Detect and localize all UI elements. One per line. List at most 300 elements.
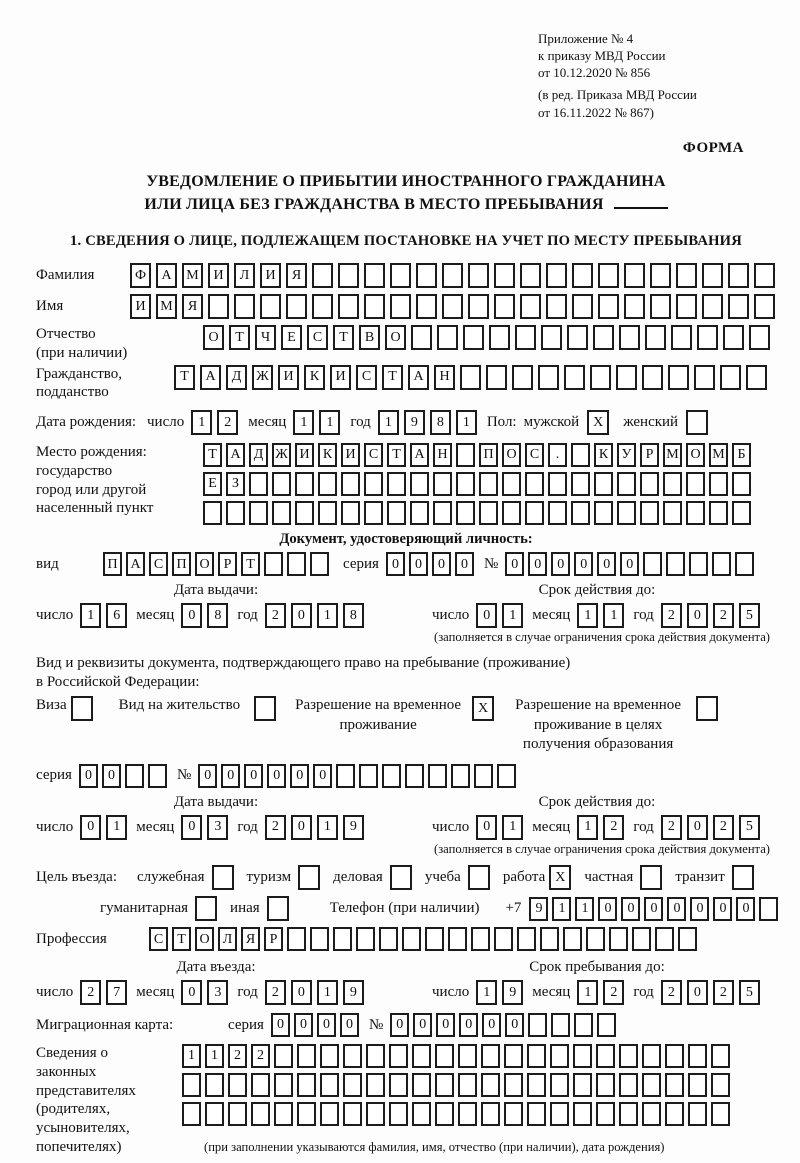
char-cell[interactable]: 0 [181, 603, 202, 628]
char-cell[interactable]: 0 [409, 552, 428, 576]
char-cell[interactable]: 0 [181, 815, 202, 840]
char-cell[interactable] [546, 263, 567, 288]
char-cell[interactable]: 2 [265, 980, 286, 1005]
char-cell[interactable]: 2 [217, 410, 238, 435]
char-cell[interactable] [451, 764, 470, 788]
char-cell[interactable] [481, 1073, 500, 1097]
char-cell[interactable] [251, 1073, 270, 1097]
char-cell[interactable]: Р [264, 927, 283, 951]
char-cell[interactable] [571, 501, 590, 525]
char-cell[interactable]: 8 [430, 410, 451, 435]
char-cell[interactable]: 1 [191, 410, 212, 435]
char-cell[interactable] [697, 325, 718, 350]
char-cell[interactable] [574, 1013, 593, 1037]
char-cell[interactable] [749, 325, 770, 350]
char-cell[interactable]: 2 [661, 980, 682, 1005]
char-cell[interactable] [463, 325, 484, 350]
char-cell[interactable]: Е [281, 325, 302, 350]
char-cell[interactable]: 2 [603, 980, 624, 1005]
char-cell[interactable] [468, 263, 489, 288]
char-cell[interactable] [546, 294, 567, 319]
char-cell[interactable] [274, 1073, 293, 1097]
char-cell[interactable] [709, 472, 728, 496]
char-cell[interactable] [720, 365, 741, 390]
char-cell[interactable] [405, 764, 424, 788]
char-cell[interactable] [666, 552, 685, 576]
char-cell[interactable] [341, 472, 360, 496]
char-cell[interactable] [205, 1102, 224, 1126]
char-cell[interactable]: 0 [736, 897, 755, 921]
char-cell[interactable] [619, 325, 640, 350]
char-cell[interactable] [486, 365, 507, 390]
char-cell[interactable] [442, 294, 463, 319]
char-cell[interactable]: С [149, 927, 168, 951]
char-cell[interactable] [598, 263, 619, 288]
char-cell[interactable] [336, 764, 355, 788]
char-cell[interactable]: Я [286, 263, 307, 288]
char-cell[interactable] [458, 1073, 477, 1097]
char-cell[interactable] [686, 472, 705, 496]
char-cell[interactable]: Л [234, 263, 255, 288]
char-cell[interactable] [205, 1073, 224, 1097]
char-cell[interactable]: 0 [505, 1013, 524, 1037]
char-cell[interactable] [228, 1102, 247, 1126]
char-cell[interactable] [528, 1013, 547, 1037]
char-cell[interactable] [312, 263, 333, 288]
char-cell[interactable] [619, 1073, 638, 1097]
char-cell[interactable]: И [208, 263, 229, 288]
char-cell[interactable] [694, 365, 715, 390]
char-cell[interactable] [379, 927, 398, 951]
char-cell[interactable] [364, 472, 383, 496]
char-cell[interactable] [295, 472, 314, 496]
char-cell[interactable] [249, 472, 268, 496]
char-cell[interactable] [382, 764, 401, 788]
char-cell[interactable]: М [156, 294, 177, 319]
char-cell[interactable]: О [195, 927, 214, 951]
char-cell[interactable] [689, 552, 708, 576]
char-cell[interactable] [320, 1073, 339, 1097]
char-cell[interactable] [389, 1102, 408, 1126]
char-cell[interactable] [590, 365, 611, 390]
char-cell[interactable] [479, 501, 498, 525]
char-cell[interactable]: Я [241, 927, 260, 951]
edu-permit-checkbox[interactable] [696, 696, 718, 721]
char-cell[interactable] [182, 1102, 201, 1126]
char-cell[interactable]: 5 [739, 980, 760, 1005]
char-cell[interactable] [754, 263, 775, 288]
char-cell[interactable] [456, 472, 475, 496]
char-cell[interactable] [563, 927, 582, 951]
char-cell[interactable] [678, 927, 697, 951]
char-cell[interactable]: С [307, 325, 328, 350]
char-cell[interactable] [572, 263, 593, 288]
char-cell[interactable]: 1 [575, 897, 594, 921]
char-cell[interactable]: П [172, 552, 191, 576]
char-cell[interactable]: О [195, 552, 214, 576]
char-cell[interactable] [297, 1044, 316, 1068]
char-cell[interactable] [525, 501, 544, 525]
char-cell[interactable] [390, 294, 411, 319]
char-cell[interactable]: 0 [667, 897, 686, 921]
char-cell[interactable]: Т [387, 443, 406, 467]
char-cell[interactable] [338, 294, 359, 319]
char-cell[interactable] [389, 1073, 408, 1097]
char-cell[interactable] [504, 1102, 523, 1126]
char-cell[interactable]: Т [172, 927, 191, 951]
char-cell[interactable] [234, 294, 255, 319]
char-cell[interactable]: 1 [182, 1044, 201, 1068]
char-cell[interactable] [226, 501, 245, 525]
char-cell[interactable]: 9 [404, 410, 425, 435]
char-cell[interactable] [416, 263, 437, 288]
char-cell[interactable]: 1 [577, 980, 598, 1005]
char-cell[interactable]: В [359, 325, 380, 350]
char-cell[interactable]: З [226, 472, 245, 496]
char-cell[interactable]: 2 [661, 603, 682, 628]
char-cell[interactable] [671, 325, 692, 350]
purpose-humanitarian-checkbox[interactable] [195, 896, 217, 921]
char-cell[interactable]: 1 [502, 815, 523, 840]
char-cell[interactable] [433, 501, 452, 525]
char-cell[interactable]: 0 [476, 603, 497, 628]
char-cell[interactable] [297, 1102, 316, 1126]
char-cell[interactable] [642, 1073, 661, 1097]
char-cell[interactable] [619, 1044, 638, 1068]
char-cell[interactable]: 1 [106, 815, 127, 840]
char-cell[interactable] [320, 1044, 339, 1068]
char-cell[interactable] [343, 1044, 362, 1068]
char-cell[interactable] [550, 1073, 569, 1097]
char-cell[interactable]: 0 [620, 552, 639, 576]
char-cell[interactable]: О [686, 443, 705, 467]
char-cell[interactable]: Я [182, 294, 203, 319]
char-cell[interactable] [366, 1102, 385, 1126]
char-cell[interactable] [640, 501, 659, 525]
char-cell[interactable] [502, 472, 521, 496]
char-cell[interactable] [702, 263, 723, 288]
char-cell[interactable] [594, 472, 613, 496]
char-cell[interactable]: 0 [505, 552, 524, 576]
char-cell[interactable] [228, 1073, 247, 1097]
char-cell[interactable] [312, 294, 333, 319]
char-cell[interactable] [448, 927, 467, 951]
char-cell[interactable] [481, 1102, 500, 1126]
char-cell[interactable] [343, 1073, 362, 1097]
char-cell[interactable]: 0 [244, 764, 263, 788]
char-cell[interactable] [320, 1102, 339, 1126]
char-cell[interactable] [287, 552, 306, 576]
char-cell[interactable] [665, 1102, 684, 1126]
char-cell[interactable] [711, 1044, 730, 1068]
char-cell[interactable]: Т [229, 325, 250, 350]
char-cell[interactable]: 1 [577, 815, 598, 840]
char-cell[interactable]: А [200, 365, 221, 390]
char-cell[interactable]: Д [249, 443, 268, 467]
char-cell[interactable] [597, 1013, 616, 1037]
char-cell[interactable] [619, 1102, 638, 1126]
char-cell[interactable]: Т [382, 365, 403, 390]
purpose-transit-checkbox[interactable] [732, 865, 754, 890]
char-cell[interactable] [642, 365, 663, 390]
char-cell[interactable] [366, 1044, 385, 1068]
char-cell[interactable]: 1 [319, 410, 340, 435]
char-cell[interactable] [435, 1073, 454, 1097]
char-cell[interactable]: 3 [207, 815, 228, 840]
char-cell[interactable]: 0 [690, 897, 709, 921]
char-cell[interactable] [494, 294, 515, 319]
residence-permit-checkbox[interactable] [254, 696, 276, 721]
char-cell[interactable] [617, 472, 636, 496]
char-cell[interactable]: И [130, 294, 151, 319]
char-cell[interactable] [343, 1102, 362, 1126]
char-cell[interactable]: 2 [713, 815, 734, 840]
char-cell[interactable]: 1 [317, 980, 338, 1005]
char-cell[interactable] [442, 263, 463, 288]
char-cell[interactable]: Ф [130, 263, 151, 288]
char-cell[interactable] [732, 501, 751, 525]
char-cell[interactable]: О [203, 325, 224, 350]
char-cell[interactable] [668, 365, 689, 390]
char-cell[interactable] [645, 325, 666, 350]
char-cell[interactable] [494, 263, 515, 288]
char-cell[interactable]: Б [732, 443, 751, 467]
char-cell[interactable]: А [408, 365, 429, 390]
char-cell[interactable] [593, 325, 614, 350]
char-cell[interactable]: И [295, 443, 314, 467]
char-cell[interactable] [479, 472, 498, 496]
char-cell[interactable]: 7 [106, 980, 127, 1005]
char-cell[interactable] [356, 927, 375, 951]
char-cell[interactable] [527, 1044, 546, 1068]
char-cell[interactable]: 0 [181, 980, 202, 1005]
char-cell[interactable] [125, 764, 144, 788]
char-cell[interactable] [412, 1044, 431, 1068]
char-cell[interactable]: Р [640, 443, 659, 467]
char-cell[interactable] [538, 365, 559, 390]
char-cell[interactable] [548, 501, 567, 525]
char-cell[interactable] [571, 472, 590, 496]
char-cell[interactable] [474, 764, 493, 788]
char-cell[interactable]: 1 [205, 1044, 224, 1068]
char-cell[interactable]: М [182, 263, 203, 288]
char-cell[interactable] [364, 294, 385, 319]
char-cell[interactable]: К [304, 365, 325, 390]
char-cell[interactable]: Т [333, 325, 354, 350]
char-cell[interactable]: Т [203, 443, 222, 467]
char-cell[interactable] [251, 1102, 270, 1126]
purpose-other-checkbox[interactable] [267, 896, 289, 921]
char-cell[interactable]: Т [174, 365, 195, 390]
char-cell[interactable]: 0 [294, 1013, 313, 1037]
char-cell[interactable] [310, 552, 329, 576]
char-cell[interactable] [494, 927, 513, 951]
char-cell[interactable] [686, 501, 705, 525]
char-cell[interactable] [688, 1044, 707, 1068]
char-cell[interactable]: А [226, 443, 245, 467]
char-cell[interactable]: 9 [343, 980, 364, 1005]
char-cell[interactable]: 2 [661, 815, 682, 840]
char-cell[interactable] [366, 1073, 385, 1097]
char-cell[interactable] [428, 764, 447, 788]
char-cell[interactable] [515, 325, 536, 350]
char-cell[interactable]: Ж [272, 443, 291, 467]
char-cell[interactable]: С [525, 443, 544, 467]
char-cell[interactable]: С [149, 552, 168, 576]
char-cell[interactable] [728, 294, 749, 319]
char-cell[interactable] [548, 472, 567, 496]
char-cell[interactable] [573, 1044, 592, 1068]
char-cell[interactable]: Д [226, 365, 247, 390]
char-cell[interactable] [504, 1073, 523, 1097]
char-cell[interactable]: 0 [432, 552, 451, 576]
char-cell[interactable] [433, 472, 452, 496]
char-cell[interactable] [527, 1102, 546, 1126]
char-cell[interactable] [596, 1073, 615, 1097]
char-cell[interactable]: . [548, 443, 567, 467]
char-cell[interactable] [624, 294, 645, 319]
char-cell[interactable]: 0 [482, 1013, 501, 1037]
char-cell[interactable]: 1 [293, 410, 314, 435]
char-cell[interactable]: 9 [502, 980, 523, 1005]
char-cell[interactable]: 0 [390, 1013, 409, 1037]
char-cell[interactable]: 0 [291, 980, 312, 1005]
char-cell[interactable] [402, 927, 421, 951]
char-cell[interactable]: 0 [291, 603, 312, 628]
char-cell[interactable] [732, 472, 751, 496]
char-cell[interactable] [624, 263, 645, 288]
char-cell[interactable]: П [103, 552, 122, 576]
char-cell[interactable]: 2 [713, 603, 734, 628]
char-cell[interactable]: 0 [528, 552, 547, 576]
char-cell[interactable]: 0 [317, 1013, 336, 1037]
char-cell[interactable]: 2 [80, 980, 101, 1005]
char-cell[interactable] [497, 764, 516, 788]
char-cell[interactable] [702, 294, 723, 319]
char-cell[interactable] [471, 927, 490, 951]
char-cell[interactable]: 0 [476, 815, 497, 840]
char-cell[interactable]: И [278, 365, 299, 390]
purpose-tourism-checkbox[interactable] [298, 865, 320, 890]
char-cell[interactable] [387, 501, 406, 525]
char-cell[interactable] [665, 1073, 684, 1097]
char-cell[interactable]: Ж [252, 365, 273, 390]
char-cell[interactable]: С [356, 365, 377, 390]
char-cell[interactable]: У [617, 443, 636, 467]
char-cell[interactable]: 5 [739, 815, 760, 840]
sex-male-checkbox[interactable]: X [587, 410, 609, 435]
char-cell[interactable] [735, 552, 754, 576]
char-cell[interactable]: 3 [207, 980, 228, 1005]
char-cell[interactable]: 0 [598, 897, 617, 921]
char-cell[interactable] [416, 294, 437, 319]
char-cell[interactable] [260, 294, 281, 319]
char-cell[interactable] [364, 263, 385, 288]
char-cell[interactable] [525, 472, 544, 496]
char-cell[interactable] [711, 1102, 730, 1126]
char-cell[interactable]: 8 [343, 603, 364, 628]
char-cell[interactable] [572, 294, 593, 319]
char-cell[interactable]: 1 [317, 815, 338, 840]
char-cell[interactable] [435, 1044, 454, 1068]
char-cell[interactable]: 1 [552, 897, 571, 921]
char-cell[interactable]: Ч [255, 325, 276, 350]
char-cell[interactable] [338, 263, 359, 288]
char-cell[interactable] [437, 325, 458, 350]
char-cell[interactable]: 0 [340, 1013, 359, 1037]
char-cell[interactable] [389, 1044, 408, 1068]
char-cell[interactable]: Н [434, 365, 455, 390]
char-cell[interactable] [650, 294, 671, 319]
char-cell[interactable] [728, 263, 749, 288]
char-cell[interactable] [754, 294, 775, 319]
purpose-study-checkbox[interactable] [468, 865, 490, 890]
char-cell[interactable] [410, 472, 429, 496]
char-cell[interactable]: И [341, 443, 360, 467]
char-cell[interactable]: 0 [574, 552, 593, 576]
char-cell[interactable] [249, 501, 268, 525]
char-cell[interactable]: 0 [687, 815, 708, 840]
char-cell[interactable]: 1 [577, 603, 598, 628]
char-cell[interactable] [460, 365, 481, 390]
char-cell[interactable] [573, 1073, 592, 1097]
char-cell[interactable] [598, 294, 619, 319]
char-cell[interactable]: 1 [476, 980, 497, 1005]
char-cell[interactable] [596, 1102, 615, 1126]
char-cell[interactable]: 0 [413, 1013, 432, 1037]
char-cell[interactable]: 0 [221, 764, 240, 788]
char-cell[interactable]: 9 [343, 815, 364, 840]
char-cell[interactable] [412, 1102, 431, 1126]
char-cell[interactable] [540, 927, 559, 951]
char-cell[interactable]: 1 [80, 603, 101, 628]
purpose-official-checkbox[interactable] [212, 865, 234, 890]
char-cell[interactable] [364, 501, 383, 525]
char-cell[interactable]: А [156, 263, 177, 288]
char-cell[interactable]: М [709, 443, 728, 467]
char-cell[interactable] [550, 1044, 569, 1068]
char-cell[interactable] [676, 294, 697, 319]
char-cell[interactable]: 0 [386, 552, 405, 576]
char-cell[interactable] [632, 927, 651, 951]
char-cell[interactable] [387, 472, 406, 496]
char-cell[interactable] [573, 1102, 592, 1126]
char-cell[interactable] [688, 1073, 707, 1097]
char-cell[interactable] [551, 1013, 570, 1037]
char-cell[interactable] [596, 1044, 615, 1068]
char-cell[interactable]: 1 [378, 410, 399, 435]
char-cell[interactable]: К [594, 443, 613, 467]
purpose-private-checkbox[interactable] [640, 865, 662, 890]
char-cell[interactable] [333, 927, 352, 951]
char-cell[interactable] [274, 1102, 293, 1126]
char-cell[interactable]: 0 [687, 603, 708, 628]
char-cell[interactable] [468, 294, 489, 319]
char-cell[interactable] [274, 1044, 293, 1068]
char-cell[interactable] [520, 294, 541, 319]
char-cell[interactable]: 2 [265, 603, 286, 628]
char-cell[interactable] [286, 294, 307, 319]
char-cell[interactable] [411, 325, 432, 350]
char-cell[interactable]: 1 [603, 603, 624, 628]
char-cell[interactable] [746, 365, 767, 390]
char-cell[interactable] [541, 325, 562, 350]
temp-permit-checkbox[interactable]: X [472, 696, 494, 721]
char-cell[interactable]: П [479, 443, 498, 467]
char-cell[interactable] [341, 501, 360, 525]
char-cell[interactable]: 0 [102, 764, 121, 788]
char-cell[interactable] [295, 501, 314, 525]
